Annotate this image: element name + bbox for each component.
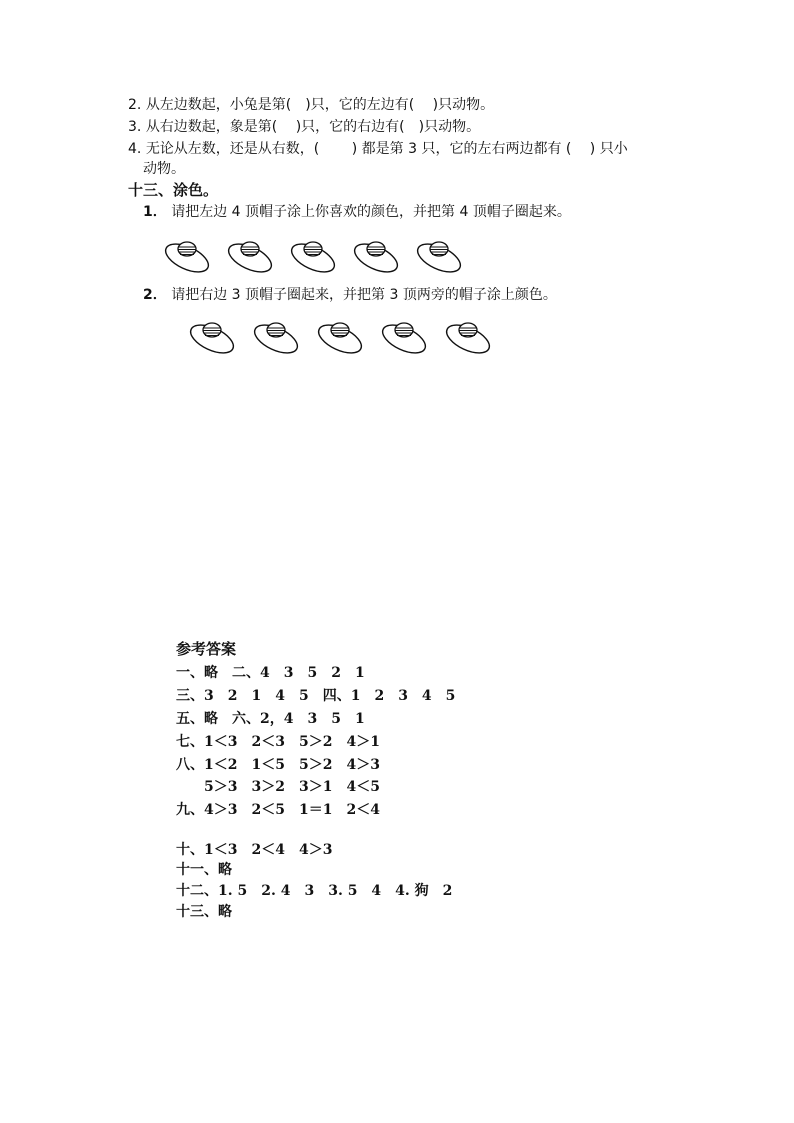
answer-line: 十二、1. 5 2. 4 3 3. 5 4 4. 狗 2	[176, 883, 453, 899]
hat-icon[interactable]	[288, 235, 338, 275]
item-text: 请把右边 3 顶帽子圈起来，并把第 3 顶两旁的帽子涂上颜色。	[171, 287, 557, 303]
hat-icon[interactable]	[251, 316, 301, 356]
hat-icon[interactable]	[225, 235, 275, 275]
item-number: 2．	[143, 287, 167, 303]
hat-icon[interactable]	[315, 316, 365, 356]
hat-icon[interactable]	[414, 235, 464, 275]
question-text: 动物。	[143, 161, 185, 177]
answer-line: 八、1＜2 1＜5 5＞2 4＞3	[176, 757, 380, 773]
answer-line: 5＞3 3＞2 3＞1 4＜5	[176, 779, 380, 795]
answers-title: 参考答案	[176, 640, 237, 658]
question-number: 2.	[128, 97, 142, 113]
item-text: 请把左边 4 顶帽子涂上你喜欢的颜色，并把第 4 顶帽子圈起来。	[171, 204, 571, 220]
item-number: 1．	[143, 204, 167, 220]
hat-icon[interactable]	[187, 316, 237, 356]
section-13-title: 十三、涂色。	[128, 181, 219, 199]
question-number: 3.	[128, 119, 142, 135]
hat-icon[interactable]	[379, 316, 429, 356]
hat-row-1	[162, 235, 477, 275]
answer-line: 七、1＜3 2＜3 5＞2 4＞1	[176, 734, 380, 750]
hat-icon[interactable]	[443, 316, 493, 356]
question-4	[128, 139, 628, 159]
hat-row-2	[187, 316, 507, 356]
answer-line: 三、3 2 1 4 5 四、1 2 3 4 5	[176, 688, 456, 704]
answer-line: 九、4＞3 2＜5 1＝1 2＜4	[176, 802, 380, 818]
answer-line: 五、略 六、2，4 3 5 1	[176, 711, 365, 727]
question-3	[128, 117, 480, 137]
answer-line: 十、1＜3 2＜4 4＞3	[176, 842, 333, 858]
question-4-continued	[143, 159, 185, 179]
question-text: 从右边数起，象是第( )只，它的右边有( )只动物。	[145, 119, 481, 135]
hat-icon[interactable]	[162, 235, 212, 275]
question-number: 4.	[128, 141, 142, 157]
question-2	[128, 95, 494, 115]
coloring-item-2	[143, 285, 557, 305]
answer-line: 十三、略	[176, 904, 232, 920]
question-text: 无论从左数，还是从右数，( ) 都是第 3 只，它的左右两边都有 ( ) 只小	[145, 141, 628, 157]
question-text: 从左边数起，小兔是第( )只，它的左边有( )只动物。	[145, 97, 495, 113]
hat-icon[interactable]	[351, 235, 401, 275]
coloring-item-1	[143, 202, 571, 222]
answer-line: 十一、略	[176, 862, 232, 878]
answer-line: 一、略 二、4 3 5 2 1	[176, 665, 365, 681]
